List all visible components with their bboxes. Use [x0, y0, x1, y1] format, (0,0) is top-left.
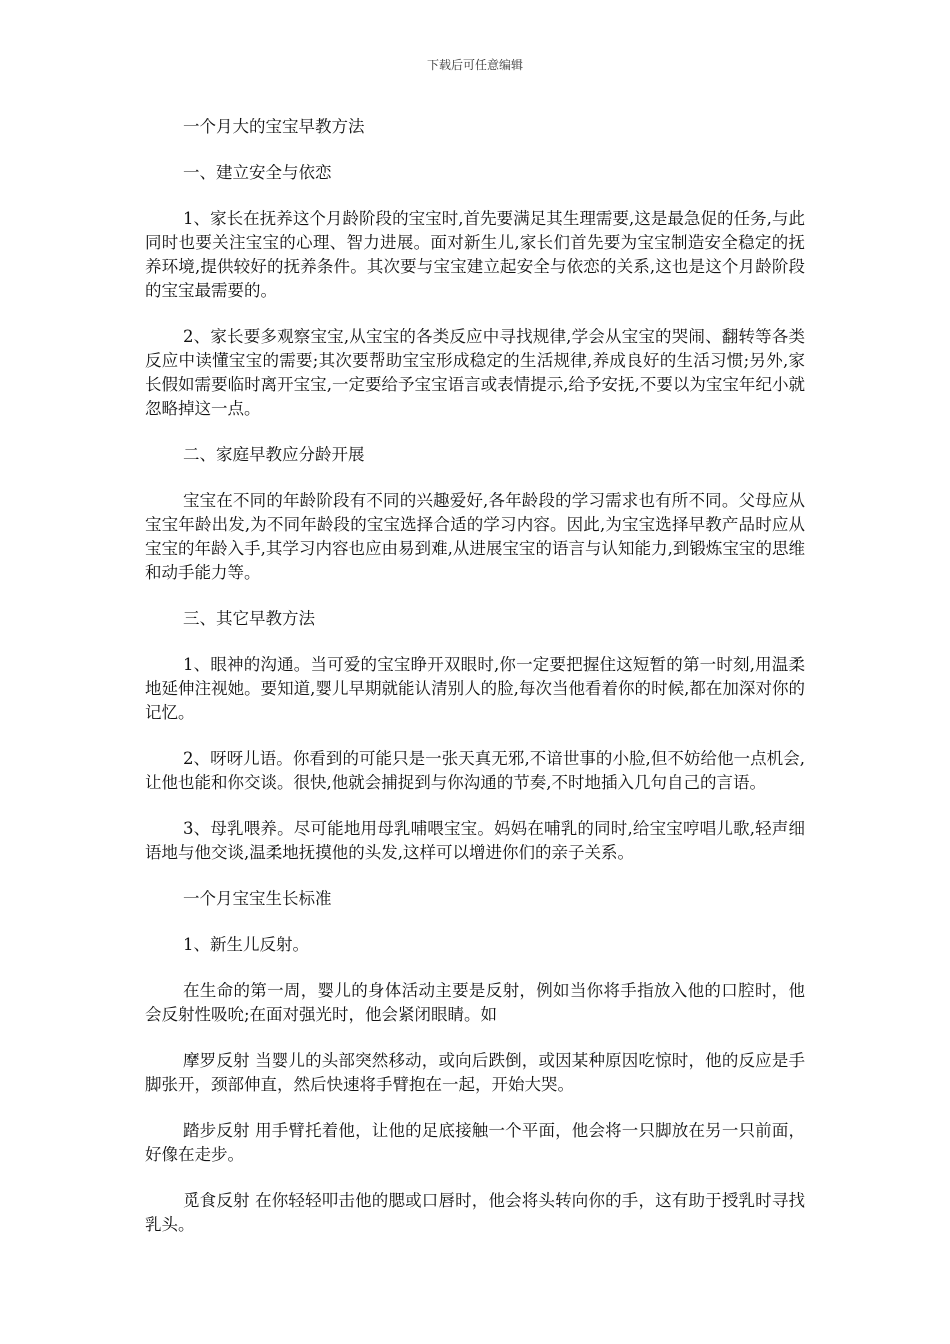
section4-subheading-1: 1、新生儿反射。: [183, 935, 309, 954]
section3-paragraph-2: 2、呀呀儿语。你看到的可能只是一张天真无邪,不谙世事的小脸,但不妨给他一点机会,让他也能和你交谈。很快,他就会捕捉到与你沟通的节奏,不时地插入几句自己的言语。: [145, 749, 805, 792]
section4-heading: 一个月宝宝生长标准: [183, 889, 332, 908]
section4-paragraph-4: 觅食反射 在你轻轻叩击他的腮或口唇时，他会将头转向你的手，这有助于授乳时寻找乳头。: [145, 1191, 805, 1234]
document-body: [145, 115, 805, 1237]
section2-paragraph-1: 宝宝在不同的年龄阶段有不同的兴趣爱好,各年龄段的学习需求也有所不同。父母应从宝宝年龄出发,为不同年龄段的宝宝选择合适的学习内容。因此,为宝宝选择早教产品时应从宝宝的年龄入手,其学习内容也应由易到难,从进展宝宝的语言与认知能力,到锻炼宝宝的思维和动手能力等。: [145, 491, 805, 582]
section3-paragraph-1: 1、眼神的沟通。当可爱的宝宝睁开双眼时,你一定要把握住这短暂的第一时刻,用温柔地延伸注视她。要知道,婴儿早期就能认清别人的脸,每次当他看着你的时候,都在加深对你的记忆。: [145, 655, 805, 722]
document-title: 一个月大的宝宝早教方法: [183, 117, 365, 136]
section4-paragraph-3: 踏步反射 用手臂托着他，让他的足底接触一个平面，他会将一只脚放在另一只前面，好像在走步。: [145, 1121, 805, 1164]
page-header-note: 下载后可任意编辑: [426, 58, 523, 72]
section1-paragraph-2: 2、家长要多观察宝宝,从宝宝的各类反应中寻找规律,学会从宝宝的哭闹、翻转等各类反应中读懂宝宝的需要;其次要帮助宝宝形成稳定的生活规律,养成良好的生活习惯;另外,家长假如需要临时离开宝宝,一定要给予宝宝语言或表情提示,给予安抚,不要以为宝宝年纪小就忽略掉这一点。: [145, 327, 805, 418]
section4-paragraph-1: 在生命的第一周，婴儿的身体活动主要是反射，例如当你将手指放入他的口腔时，他会反射性吸吮;在面对强光时，他会紧闭眼睛。如: [145, 981, 805, 1024]
section3-paragraph-3: 3、母乳喂养。尽可能地用母乳哺喂宝宝。妈妈在哺乳的同时,给宝宝哼唱儿歌,轻声细语地与他交谈,温柔地抚摸他的头发,这样可以增进你们的亲子关系。: [145, 819, 805, 862]
section3-heading: 三、其它早教方法: [183, 609, 315, 628]
section4-paragraph-2: 摩罗反射 当婴儿的头部突然移动，或向后跌倒，或因某种原因吃惊时，他的反应是手脚张开，颈部伸直，然后快速将手臂抱在一起，开始大哭。: [145, 1051, 805, 1094]
section1-paragraph-1: 1、家长在抚养这个月龄阶段的宝宝时,首先要满足其生理需要,这是最急促的任务,与此同时也要关注宝宝的心理、智力进展。面对新生儿,家长们首先要为宝宝制造安全稳定的抚养环境,提供较好的抚养条件。其次要与宝宝建立起安全与依恋的关系,这也是这个月龄阶段的宝宝最需要的。: [145, 209, 805, 300]
section1-heading: 一、建立安全与依恋: [183, 163, 332, 182]
section2-heading: 二、家庭早教应分龄开展: [183, 445, 365, 464]
